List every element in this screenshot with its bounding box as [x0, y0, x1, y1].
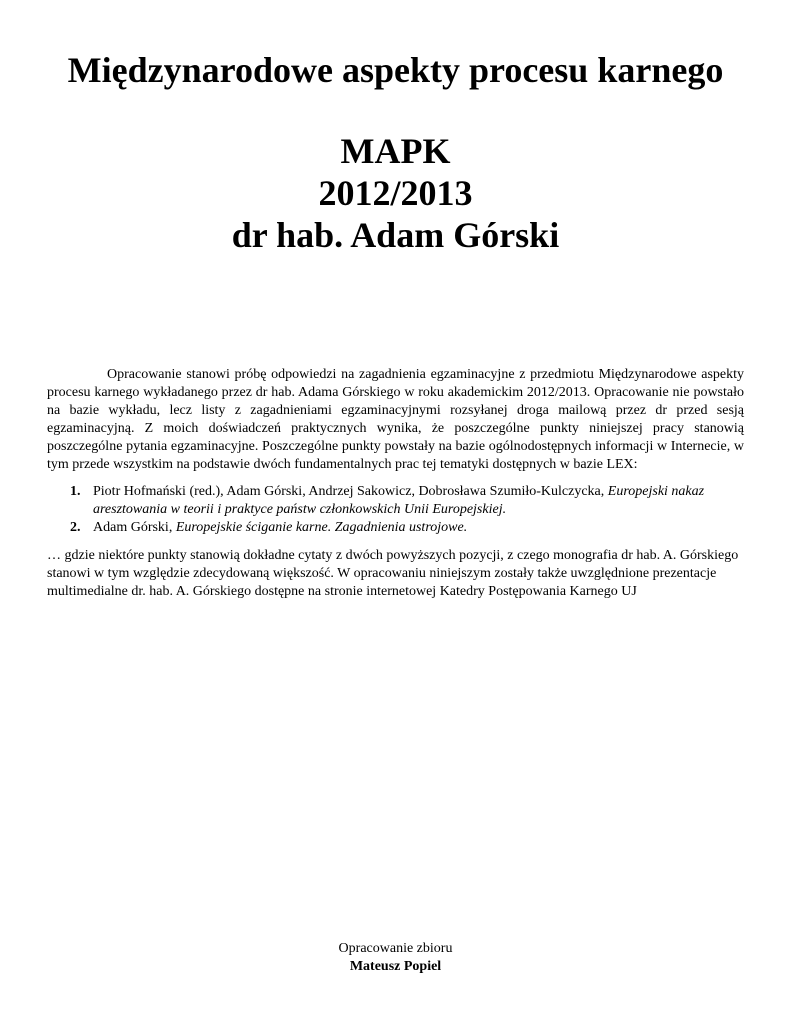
document-title: Międzynarodowe aspekty procesu karnego	[67, 50, 724, 90]
footer-author: Mateusz Popiel	[349, 959, 442, 974]
intro-paragraph: Opracowanie stanowi próbę odpowiedzi na zagadnienia egzaminacyjne z przedmiotu Międzynarodowe aspekty procesu karnego wykładanego przez dr hab. Adama Górskiego w roku akademickim 2012/2013. Opracowanie nie powstało na bazie wykładu, lecz listy z zagadnieniami egzaminacyjnymi rozsyłanej droga mailową przez dr przed sesją egzaminacyjną. Z moich doświadczeń praktycznych wynika, że poszczególne punkty niniejszej pracy stanowią poszczególne pytania egzaminacyjne. Poszczególne punkty powstały na bazie ogólnodostępnych informacji w Internecie, w tym przede wszystkim na podstawie dwóch fundamentalnych prac tej tematyki dostępnych w bazie LEX:	[47, 367, 744, 472]
reference-list	[47, 483, 744, 537]
reference-number: 1.	[70, 484, 81, 499]
reference-number: 2.	[70, 520, 81, 535]
reference-item	[47, 519, 744, 537]
reference-authors: Adam Górski,	[93, 520, 176, 535]
course-code: MAPK	[340, 131, 451, 171]
academic-year: 2012/2013	[318, 173, 473, 213]
reference-item	[47, 483, 744, 519]
closing-paragraph: … gdzie niektóre punkty stanowią dokładne cytaty z dwóch powyższych pozycji, z czego monografia dr hab. A. Górskiego stanowi w tym względzie zdecydowaną większość. W opracowaniu niniejszym zostały także uwzględnione prezentacje multimedialne dr. hab. A. Górskiego dostępne na stronie internetowej Katedry Postępowania Karnego UJ	[47, 548, 739, 599]
reference-authors: Piotr Hofmański (red.), Adam Górski, Andrzej Sakowicz, Dobrosława Szumiło-Kulczycka,	[93, 484, 608, 499]
footer	[0, 940, 791, 976]
subtitle-block	[0, 130, 791, 256]
lecturer-name: dr hab. Adam Górski	[231, 215, 560, 255]
reference-title: Europejskie ściganie karne. Zagadnienia ustrojowe.	[175, 520, 468, 535]
reference-title: Europejski nakaz aresztowania w teorii i praktyce państw członkowskich Unii Europejskiej.	[93, 484, 705, 517]
footer-label: Opracowanie zbioru	[338, 941, 453, 956]
